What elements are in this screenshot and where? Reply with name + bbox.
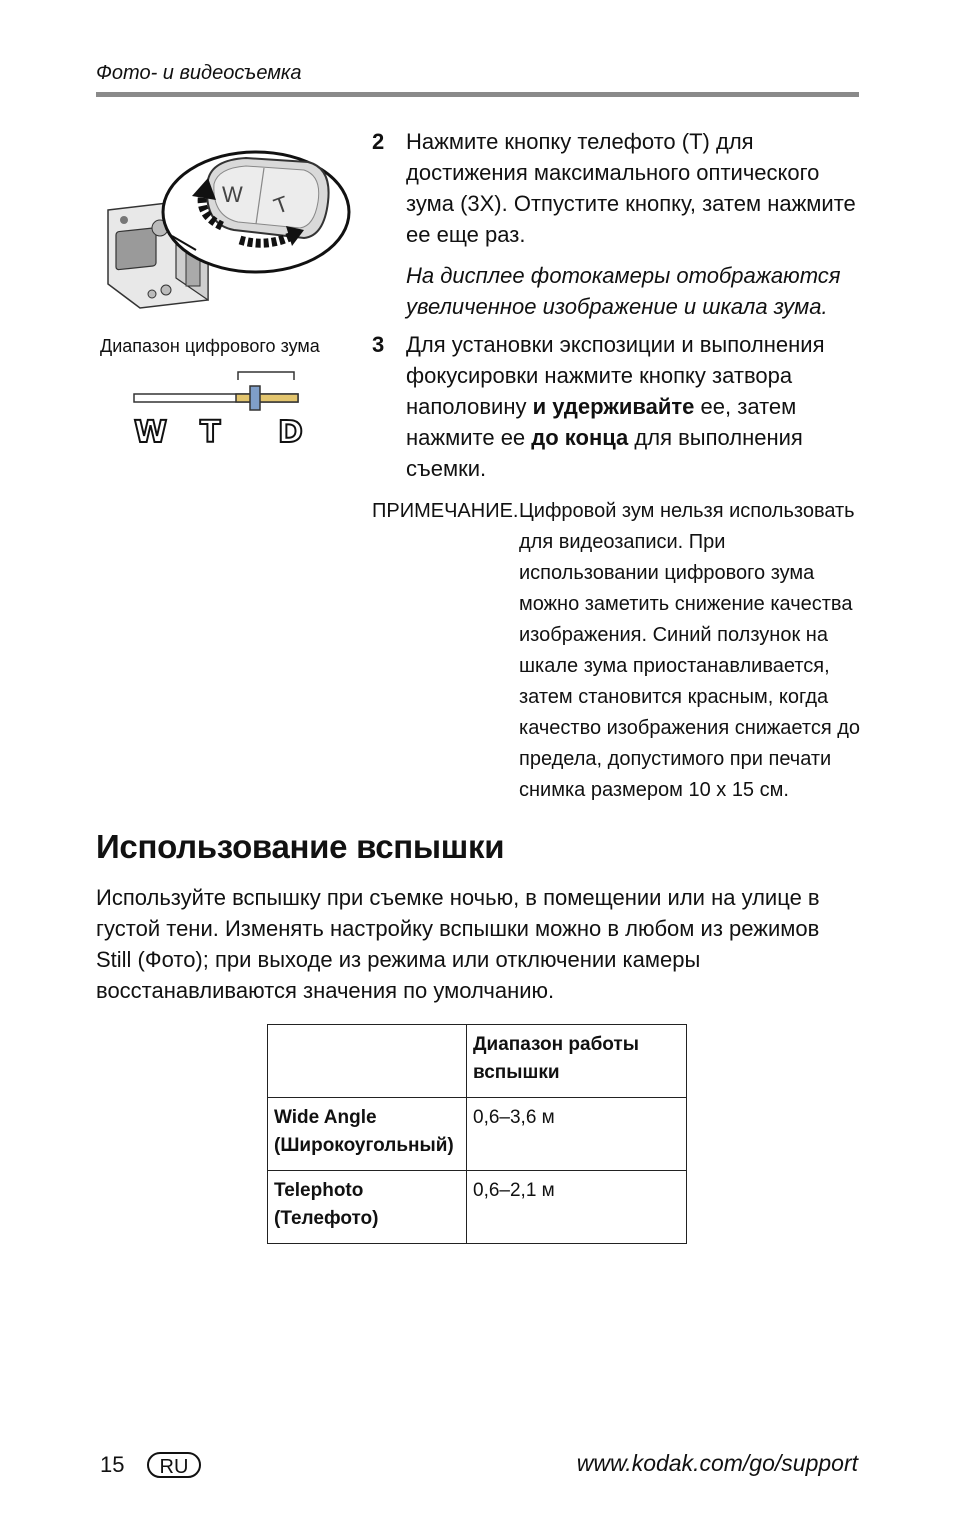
digital-range-bracket (238, 372, 294, 380)
zoom-slider (250, 386, 260, 410)
section-intro: Используйте вспышку при съемке ночью, в помещении или на улице в густой тени. Изменять настройку вспышки можно в любом из режимов Still (Фото); при выходе из режима или отключении камеры восстанавливаются значения по умолчанию. (96, 885, 820, 1003)
support-url: www.kodak.com/go/support (576, 1450, 858, 1476)
note-text: Цифровой зум нельзя использовать для видеозаписи. При использовании цифрового зума можно заметить снижение качества изображения. Синий ползунок на шкале зума приостанавливается, затем становится красным, когда качество изображения снижается до предела, допустимого при печати снимка размером 10 x 15 см. (519, 500, 860, 801)
camera-zoom-button-illustration (96, 150, 358, 315)
step-text: Для установки экспозиции и выполнения фокусировки нажмите кнопку затвора наполовину и удерживайте ее, затем нажмите ее до конца для выполнения съемки. (406, 332, 825, 481)
table-header-cell (268, 1025, 467, 1098)
scale-d-label: D (278, 415, 303, 446)
page-number: 15 (100, 1452, 125, 1477)
table-header-cell: Диапазон работы вспышки (467, 1025, 687, 1098)
digital-zoom-caption: Диапазон цифрового зума (100, 336, 320, 356)
page-header-title: Фото- и видеосъемка (96, 62, 302, 84)
step-number: 3 (372, 332, 385, 357)
table-row (268, 1171, 687, 1244)
step-number: 2 (372, 129, 385, 154)
scale-t-label: T (200, 415, 221, 446)
digital-zoom-note (372, 496, 862, 806)
table-cell: 0,6–2,1 м (467, 1171, 687, 1244)
zoom-scale-graphic (130, 364, 310, 446)
flash-range-table (267, 1024, 687, 1244)
emphasis-hold: и удерживайте (532, 394, 695, 419)
table-row-label: Telephoto (Телефото) (268, 1171, 467, 1244)
emphasis-full: до конца (531, 425, 629, 450)
note-label: ПРИМЕЧАНИЕ. (372, 500, 519, 522)
section-heading: Использование вспышки (96, 828, 505, 865)
step-2 (372, 126, 862, 322)
zoom-wide-label: W (222, 182, 243, 207)
step-result-note: На дисплее фотокамеры отображаются увеличенное изображение и шкала зума. (406, 263, 841, 319)
header-rule (96, 92, 859, 97)
table-row (268, 1098, 687, 1171)
table-cell: 0,6–3,6 м (467, 1098, 687, 1171)
digital-zoom-range (236, 394, 298, 402)
zoom-tele-label: T (270, 190, 292, 219)
scale-w-label: W (134, 415, 168, 446)
language-badge: RU (147, 1452, 201, 1478)
table-row-label: Wide Angle (Широкоугольный) (268, 1098, 467, 1171)
table-header-row (268, 1025, 687, 1098)
step-3 (372, 329, 862, 484)
step-text: Нажмите кнопку телефото (T) для достижения максимального оптического зума (3X). Отпустите кнопку, затем нажмите ее еще раз. (406, 129, 856, 247)
